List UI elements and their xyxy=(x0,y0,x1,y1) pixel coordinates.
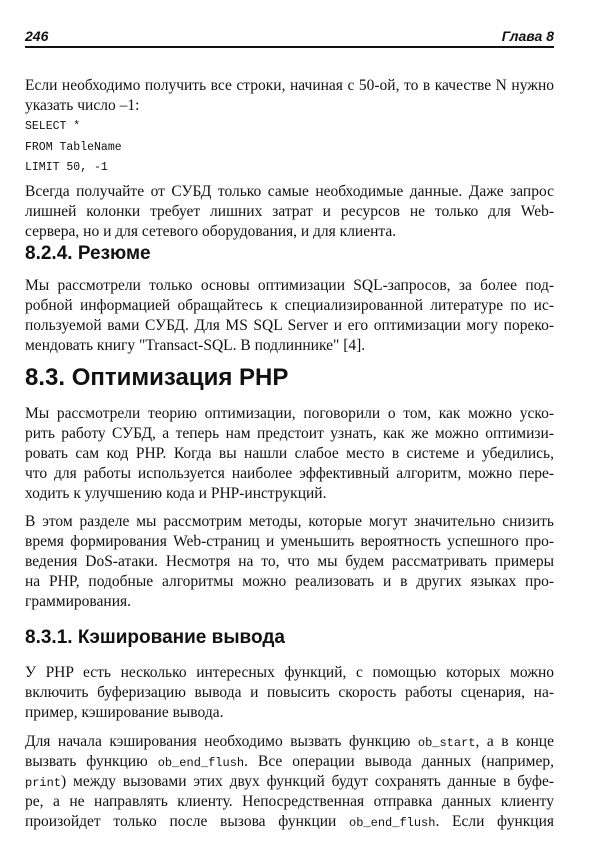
text: Для начала кэширования необходимо вызвать функцию xyxy=(25,733,418,750)
paragraph xyxy=(25,404,554,504)
text-line: время формирования Web-страниц и уменьшить вероятность успешного про- xyxy=(25,533,554,550)
text-line xyxy=(25,812,554,832)
text-line: Мы рассмотрели только основы оптимизации SQL-запросов, за более под- xyxy=(25,277,554,294)
text-line xyxy=(25,732,554,752)
text: произойдет только после вызова функции xyxy=(25,813,350,830)
section-heading: 8.2.4. Резюме xyxy=(25,243,151,264)
text-line: Мы рассмотрели теорию оптимизации, поговорили о том, как можно уско- xyxy=(25,405,554,422)
text-line: пример, кэширование вывода. xyxy=(25,704,224,721)
text-line: граммирования. xyxy=(25,593,131,610)
text-line: что для работы используется наиболее эффективный алгоритм, можно пере- xyxy=(25,465,554,482)
paragraph xyxy=(25,512,554,612)
paragraph xyxy=(25,663,554,723)
text-line: ведения DoS-атаки. Несмотря на то, что мы будем рассматривать примеры xyxy=(25,553,554,570)
text: . Все операции вывода данных (например, xyxy=(244,753,554,770)
text-line xyxy=(25,752,554,772)
text-line: У PHP есть несколько интересных функций, с помощью которых можно xyxy=(25,664,554,681)
text-line: мендовать книгу "Transact-SQL. В подлиннике" [4]. xyxy=(25,337,366,354)
code-line: LIMIT 50, -1 xyxy=(25,161,108,174)
inline-code: ob_end_flush xyxy=(157,756,245,770)
page-number: 246 xyxy=(25,28,49,44)
paragraph xyxy=(25,76,554,116)
text-line: пользуемой вами СУБД. Для MS SQL Server и его оптимизации могу порeко- xyxy=(25,317,554,334)
text: . Если функция xyxy=(435,813,554,830)
text-line: лишней колонки требует лишних затрат и ресурсов не только для Web- xyxy=(25,203,554,220)
text-line: ре, а не направлять клиенту. Непосредственная отправка данных клиенту xyxy=(25,793,554,810)
text-line: сервера, но и для сетевого оборудования, и для клиента. xyxy=(25,223,397,240)
text: ) между вызовами этих двух функций будут сохранять данные в буфе- xyxy=(61,773,554,790)
paragraph xyxy=(25,732,554,832)
chapter-title: Глава 8 xyxy=(501,28,554,44)
paragraph xyxy=(25,276,554,356)
code-line: SELECT * xyxy=(25,120,81,133)
text-line: робной информацией обращайтесь к специализированной литературе по ис- xyxy=(25,297,554,314)
text-line: ровать сам код PHP. Когда вы нашли слабое место в системе и убедились, xyxy=(25,445,554,462)
chapter-section-heading: 8.3. Оптимизация PHP xyxy=(25,364,289,391)
text: , а в конце xyxy=(475,733,554,750)
text: вызвать функцию xyxy=(25,753,158,770)
text-line: Если необходимо получить все строки, начиная с 50-ой, то в качестве N нужно xyxy=(25,77,554,94)
text-line: рить работу СУБД, а теперь нам предстоит узнать, как же можно оптимизи- xyxy=(25,425,554,442)
text-line: Всегда получайте от СУБД только самые необходимые данные. Даже запрос xyxy=(25,183,554,200)
text-line: включить буферизацию вывода и повысить скорость работы сценария, на- xyxy=(25,684,554,701)
running-header xyxy=(25,28,554,48)
inline-code: print xyxy=(25,776,62,790)
inline-code: ob_end_flush xyxy=(349,816,436,830)
text-line: ходить к улучшению кода и PHP-инструкций. xyxy=(25,485,327,502)
code-line: FROM TableName xyxy=(25,140,122,154)
text-line: указать число –1: xyxy=(25,97,140,114)
text-line: В этом разделе мы рассмотрим методы, которые могут значительно снизить xyxy=(25,513,554,530)
section-heading: 8.3.1. Кэширование вывода xyxy=(25,627,285,648)
paragraph xyxy=(25,182,554,242)
code-listing xyxy=(25,117,554,179)
inline-code: ob_start xyxy=(417,736,476,750)
text-line xyxy=(25,772,554,792)
text-line: на PHP, подобные алгоритмы можно реализовать и в других языках про- xyxy=(25,573,554,590)
